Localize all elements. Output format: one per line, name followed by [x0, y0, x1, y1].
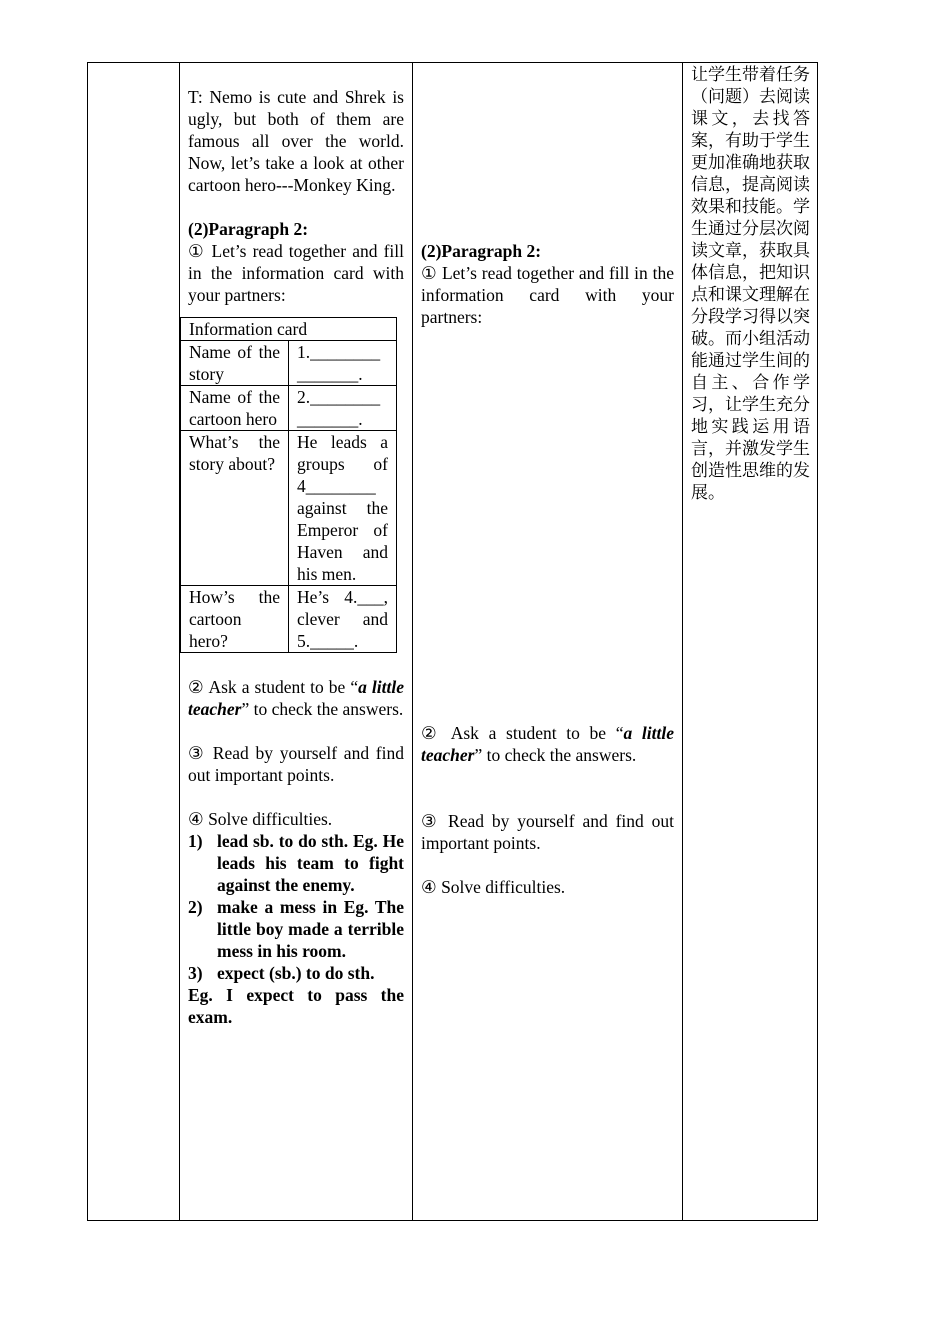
- step-1-text: ① Let’s read together and fill in the information card with your partners:: [188, 241, 404, 305]
- step-2-text: [421, 722, 674, 766]
- column-teacher-activities: [180, 62, 412, 1028]
- step-2-text: [188, 676, 404, 720]
- list-number: 3): [188, 963, 203, 983]
- information-card-table: [180, 317, 397, 653]
- list-item-text: expect (sb.) to do sth.: [217, 963, 375, 983]
- table-row: [181, 341, 397, 386]
- table-row: [181, 431, 397, 586]
- example-sentence: Eg. I expect to pass the exam.: [188, 985, 404, 1027]
- card-label: Name of the cartoon hero: [181, 386, 289, 431]
- card-label: How’s the cartoon hero?: [181, 586, 289, 653]
- table-row: [181, 386, 397, 431]
- intro-text: T: Nemo is cute and Shrek is ugly, but both of them are famous all over the world. Now, let’s take a look at other cartoon hero---Monkey King.: [188, 87, 404, 195]
- paragraph-heading: (2)Paragraph 2:: [421, 241, 542, 261]
- step-4-text: ④ Solve difficulties.: [188, 809, 333, 829]
- step-2-prefix: ② Ask a student to be “: [421, 723, 624, 743]
- card-value: 1.________ _______.: [289, 341, 397, 386]
- information-card-header: Information card: [181, 318, 397, 341]
- list-number: 2): [188, 897, 203, 917]
- list-item: [188, 830, 404, 896]
- list-item-text: lead sb. to do sth. Eg. He leads his team to fight against the enemy.: [217, 831, 404, 895]
- step-1-text: ① Let’s read together and fill in the information card with your partners:: [421, 263, 674, 327]
- step-2-suffix: ” to check the answers.: [241, 699, 404, 719]
- column-student-activities: [413, 62, 682, 898]
- list-item: [188, 962, 404, 984]
- card-value: He’s 4.___, clever and 5._____.: [289, 586, 397, 653]
- design-intent-text: 让学生带着任务（问题）去阅读课文，去找答案，有助于学生更加准确地获取信息，提高阅读效果和技能。学生通过分层次阅读文章，获取具体信息，把知识点和课文理解在分段学习得以突破。而小组活动能通过学生间的自主、合作学习，让学生充分地实践运用语言，并激发学生创造性思维的发展。: [691, 65, 810, 503]
- step-3-text: ③ Read by yourself and find out important points.: [421, 811, 674, 853]
- language-points-list: [188, 830, 404, 984]
- list-item-text: make a mess in Eg. The little boy made a terrible mess in his room.: [217, 897, 404, 961]
- paragraph-heading: (2)Paragraph 2:: [188, 219, 309, 239]
- list-item: [188, 896, 404, 962]
- step-3-text: ③ Read by yourself and find out important points.: [188, 743, 404, 785]
- column-design-intent: [683, 62, 818, 504]
- card-label: What’s the story about?: [181, 431, 289, 586]
- step-4-text: ④ Solve difficulties.: [421, 877, 566, 897]
- step-2-prefix: ② Ask a student to be “: [188, 677, 359, 697]
- card-label: Name of the story: [181, 341, 289, 386]
- table-row: [181, 586, 397, 653]
- step-2-suffix: ” to check the answers.: [474, 745, 637, 765]
- little-teacher-emphasis: a little teacher: [188, 677, 405, 719]
- card-value: He leads a groups of 4________ against the Emperor of Haven and his men.: [289, 431, 397, 586]
- little-teacher-emphasis: a little teacher: [421, 723, 675, 765]
- list-number: 1): [188, 831, 203, 851]
- information-card-header-row: [181, 318, 397, 341]
- card-value: 2.________ _______.: [289, 386, 397, 431]
